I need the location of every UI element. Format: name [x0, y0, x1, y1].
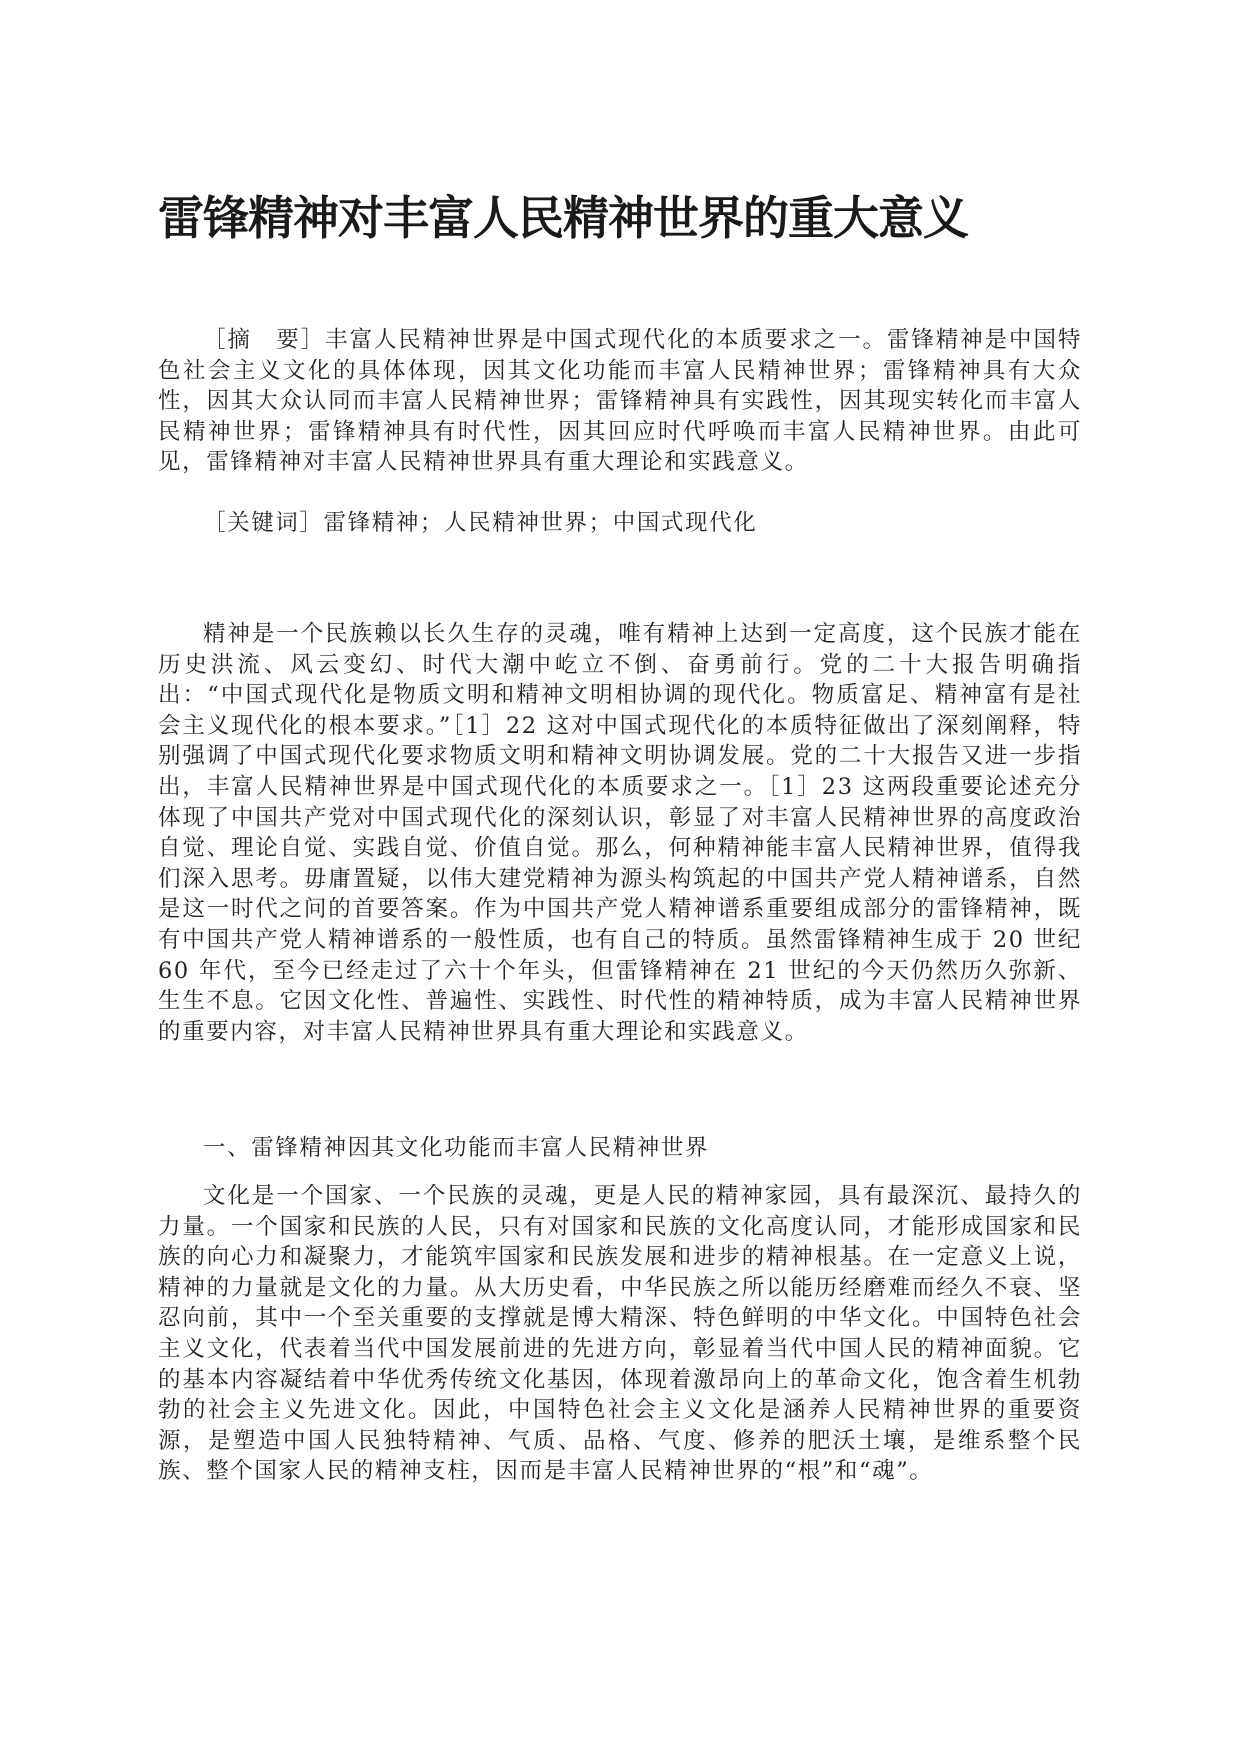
abstract-label: ［摘 要］ — [203, 327, 326, 353]
abstract-paragraph — [158, 325, 1082, 478]
keywords-label: ［关键词］ — [203, 510, 324, 536]
keywords-text: 雷锋精神；人民精神世界；中国式现代化 — [323, 510, 758, 536]
section-heading: 一、雷锋精神因其文化功能而丰富人民精神世界 — [203, 1135, 710, 1161]
intro-paragraph: 精神是一个民族赖以长久生存的灵魂，唯有精神上达到一定高度，这个民族才能在历史洪流、风云变幻、时代大潮中屹立不倒、奋勇前行。党的二十大报告明确指出：“中国式现代化是物质文明和精神文明相协调的现代化。物质富足、精神富有是社会主义现代化的根本要求。”［1］22 这对中国式现代化的本质特征做出了深刻阐释，特别强调了中国式现代化要求物质文明和精神文明协调发展。党的二十大报告又进一步指出，丰富人民精神世界是中国式现代化的本质要求之一。［1］23 这两段重要论述充分体现了中国共产党对中国式现代化的深刻认识，彰显了对丰富人民精神世界的高度政治自觉、理论自觉、实践自觉、价值自觉。那么，何种精神能丰富人民精神世界，值得我们深入思考。毋庸置疑，以伟大建党精神为源头构筑起的中国共产党人精神谱系，自然是这一时代之问的首要答案。作为中国共产党人精神谱系重要组成部分的雷锋精神，既有中国共产党人精神谱系的一般性质，也有自己的特质。虽然雷锋精神生成于 20 世纪 60 年代，至今已经走过了六十个年头，但雷锋精神在 21 世纪的今天仍然历久弥新、生生不息。它因文化性、普遍性、实践性、时代性的精神特质，成为丰富人民精神世界的重要内容，对丰富人民精神世界具有重大理论和实践意义。 — [158, 621, 1082, 1045]
keywords-paragraph — [158, 508, 1082, 539]
abstract-text: 丰富人民精神世界是中国式现代化的本质要求之一。雷锋精神是中国特色社会主义文化的具体体现，因其文化功能而丰富人民精神世界；雷锋精神具有大众性，因其大众认同而丰富人民精神世界；雷锋精神具有实践性，因其现实转化而丰富人民精神世界；雷锋精神具有时代性，因其回应时代呼唤而丰富人民精神世界。由此可见，雷锋精神对丰富人民精神世界具有重大理论和实践意义。 — [158, 327, 1082, 476]
document-title: 雷锋精神对丰富人民精神世界的重大意义 — [158, 191, 968, 245]
culture-paragraph: 文化是一个国家、一个民族的灵魂，更是人民的精神家园，具有最深沉、最持久的力量。一个国家和民族的人民，只有对国家和民族的文化高度认同，才能形成国家和民族的向心力和凝聚力，才能筑牢国家和民族发展和进步的精神根基。在一定意义上说，精神的力量就是文化的力量。从大历史看，中华民族之所以能历经磨难而经久不衰、坚忍向前，其中一个至关重要的支撑就是博大精深、特色鲜明的中华文化。中国特色社会主义文化，代表着当代中国发展前进的先进方向，彰显着当代中国人民的精神面貌。它的基本内容凝结着中华优秀传统文化基因，体现着激昂向上的革命文化，饱含着生机勃勃的社会主义先进文化。因此，中国特色社会主义文化是涵养人民精神世界的重要资源，是塑造中国人民独特精神、气质、品格、气度、修养的肥沃土壤，是维系整个民族、整个国家人民的精神支柱，因而是丰富人民精神世界的“根”和“魂”。 — [158, 1183, 1082, 1485]
